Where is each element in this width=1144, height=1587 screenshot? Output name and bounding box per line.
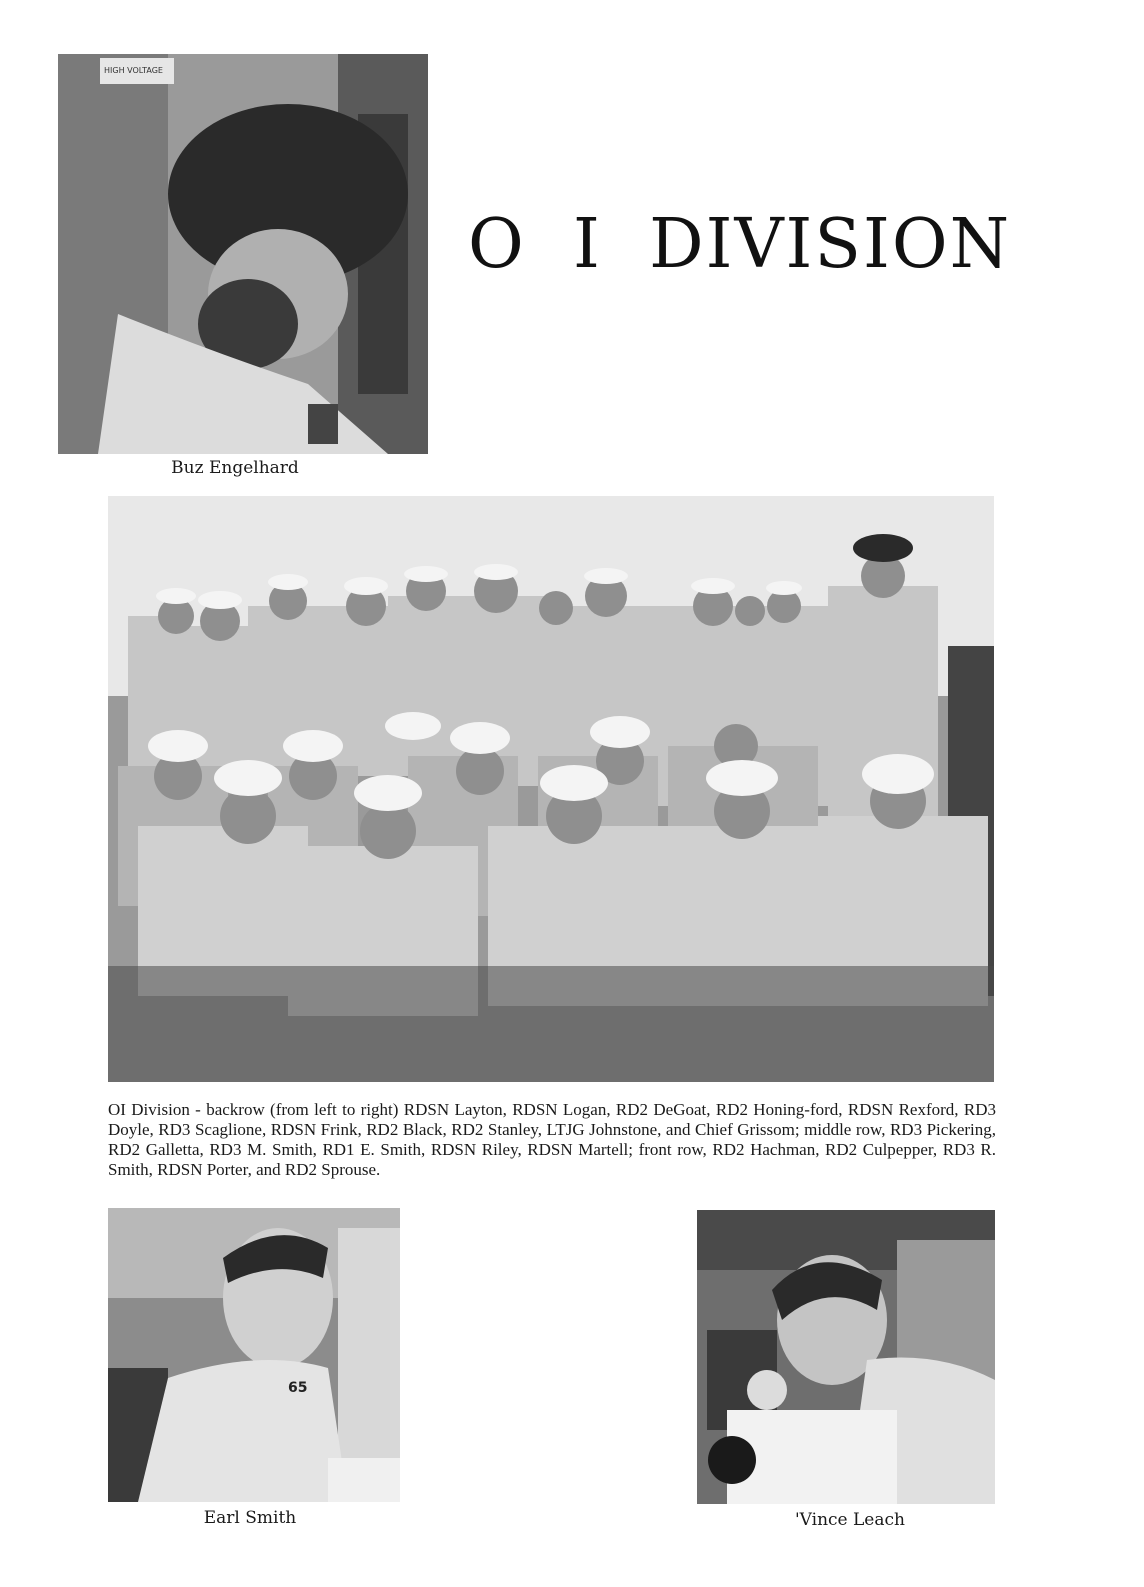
caption-earl-smith: Earl Smith xyxy=(203,1508,297,1528)
high-voltage-sign: HIGH VOLTAGE xyxy=(104,66,163,75)
caption-buz-engelhard: Buz Engelhard xyxy=(171,458,299,478)
caption-vince-leach: 'Vince Leach xyxy=(795,1510,905,1530)
page-title: O I DIVISION xyxy=(468,205,1012,284)
group-photo-caption: OI Division - backrow (from left to right) RDSN Layton, RDSN Logan, RD2 DeGoat, RD2 Honing-ford, RDSN Rexford, RD3 Doyle, RD3 Scaglione, RDSN Frink, RD2 Black, RD2 Stanley, LTJG Johnstone, and Chief Grissom; middle row, RD3 Pickering, RD2 Galletta, RD3 M. Smith, RD1 E. Smith, RDSN Riley, RDSN Martell; front row, RD2 Hachman, RD2 Culpepper, RD3 R. Smith, RDSN Porter, and RD2 Sprouse. xyxy=(108,1100,996,1179)
panel-number-label: 65 xyxy=(288,1380,308,1396)
group-photo-oi-division xyxy=(108,496,994,1082)
photo-earl-smith xyxy=(108,1208,400,1502)
photo-vince-leach xyxy=(697,1210,995,1504)
portrait-photo-buz-engelhard xyxy=(58,54,428,454)
